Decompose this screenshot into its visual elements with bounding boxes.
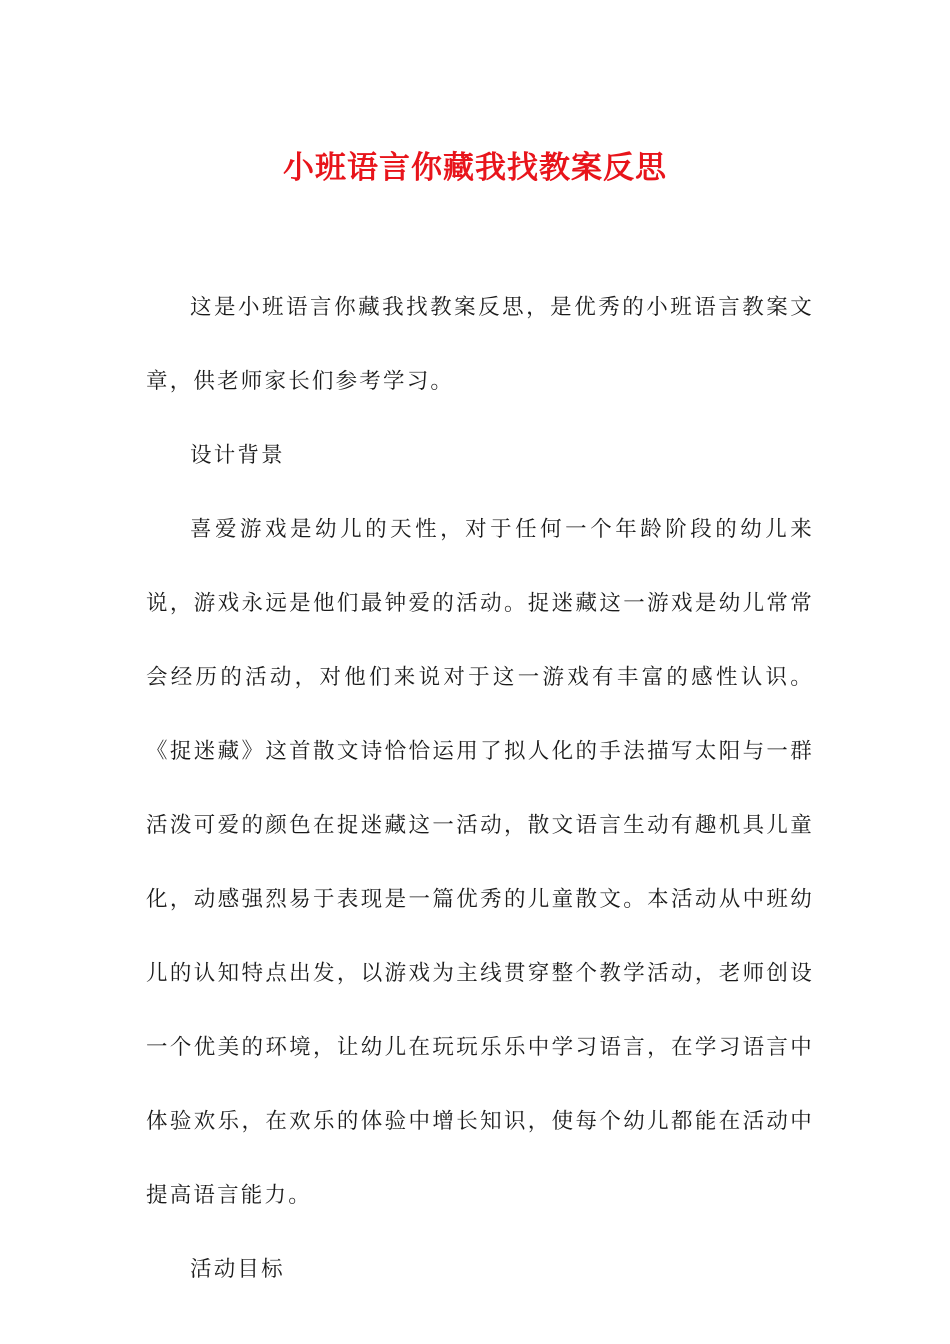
section-heading-goals: 活动目标 — [190, 1257, 285, 1282]
intro-paragraph: 这是小班语言你藏我找教案反思，是优秀的小班语言教案文章，供老师家长们参考学习。 — [146, 295, 814, 394]
document-title: 小班语言你藏我找教案反思 — [283, 150, 667, 186]
document-body — [146, 271, 814, 1307]
section-heading-background: 设计背景 — [190, 443, 285, 468]
background-paragraph: 喜爱游戏是幼儿的天性，对于任何一个年龄阶段的幼儿来说，游戏永远是他们最钟爱的活动。捉迷藏这一游戏是幼儿常常会经历的活动，对他们来说对于这一游戏有丰富的感性认识。《捉迷藏》这首散文诗恰恰运用了拟人化的手法描写太阳与一群活泼可爱的颜色在捉迷藏这一活动，散文语言生动有趣机具儿童化，动感强烈易于表现是一篇优秀的儿童散文。本活动从中班幼儿的认知特点出发，以游戏为主线贯穿整个教学活动，老师创设一个优美的环境，让幼儿在玩玩乐乐中学习语言，在学习语言中体验欢乐，在欢乐的体验中增长知识，使每个幼儿都能在活动中提高语言能力。 — [146, 517, 814, 1208]
